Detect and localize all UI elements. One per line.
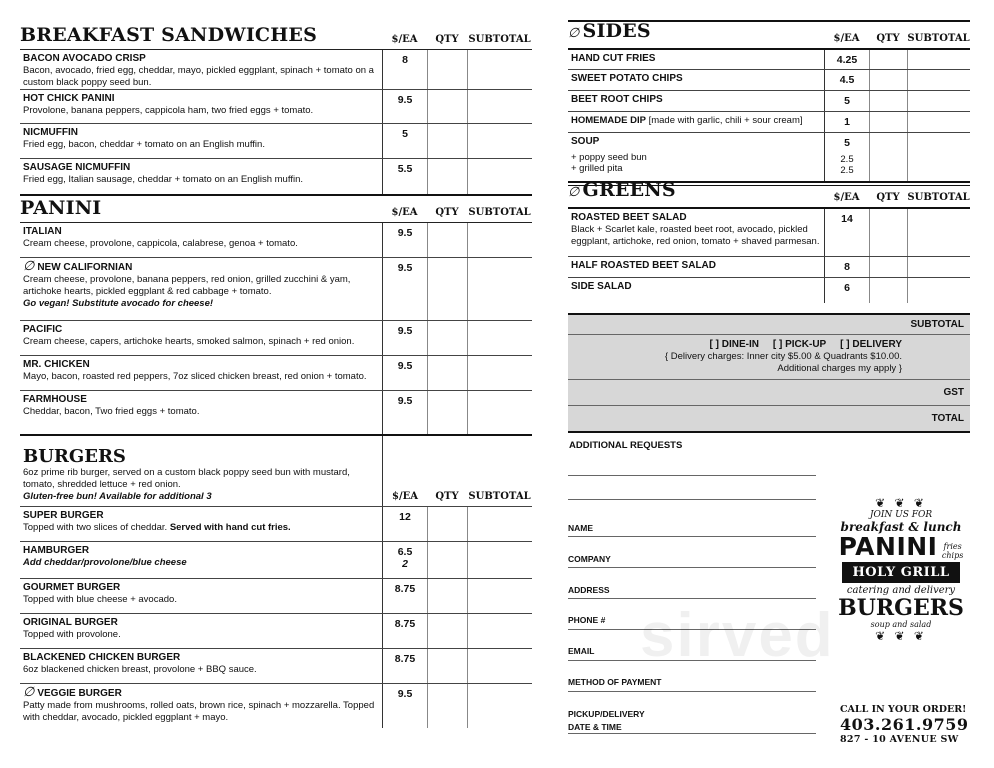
- phone-label: PHONE #: [568, 615, 606, 625]
- subtotal-cell[interactable]: [467, 507, 532, 541]
- burgers-header: [20, 436, 532, 507]
- qty-cell[interactable]: [869, 91, 907, 111]
- item-name: NEW CALIFORNIAN: [37, 262, 133, 273]
- item-price: 5: [382, 124, 427, 158]
- subtotal-cell[interactable]: [467, 614, 532, 648]
- price-col-header: $/EA: [833, 33, 860, 44]
- qty-cell[interactable]: [427, 684, 467, 728]
- qty-cell[interactable]: [427, 223, 467, 257]
- item-price: 9.5: [382, 684, 427, 728]
- qty-cell[interactable]: [869, 50, 907, 69]
- logo-breakfast-lunch: breakfast & lunch: [840, 520, 962, 534]
- leaf-icon: ∅: [23, 685, 35, 700]
- menu-item-blackened-chicken-burger: [20, 649, 532, 684]
- qty-cell[interactable]: [427, 356, 467, 390]
- logo-catering: catering and delivery: [846, 585, 956, 596]
- breakfast-header: [20, 20, 532, 50]
- item-name: HAMBURGER: [23, 545, 90, 556]
- delivery-charges-note: { Delivery charges: Inner city $5.00 & Quadrants $10.00.: [664, 351, 902, 362]
- subtotal-col-header: SUBTOTAL: [907, 192, 970, 203]
- item-desc: Bacon, avocado, fried egg, cheddar, mayo, pickled eggplant, spinach + tomato on a custom black poppy seed bun.: [23, 65, 374, 88]
- item-desc: Black + Scarlet kale, roasted beet root, avocado, pickled eggplant, artichoke, red onion, tomato + shaved parmesan.: [571, 224, 820, 247]
- item-desc: Cream cheese, provolone, cappicola, calabrese, genoa + tomato.: [23, 238, 298, 249]
- watermark: sirved: [640, 601, 835, 670]
- qty-cell[interactable]: [869, 209, 907, 256]
- qty-cell[interactable]: [869, 70, 907, 90]
- subtotal-col-header: SUBTOTAL: [468, 491, 531, 502]
- logo-chips: chips: [941, 550, 964, 560]
- leaf-icon: ∅: [23, 259, 35, 274]
- greens-title: GREENS: [582, 179, 676, 201]
- qty-col-header: QTY: [435, 34, 459, 45]
- subtotal-cell[interactable]: [467, 159, 532, 194]
- delivery-checkbox[interactable]: [ ] DELIVERY: [840, 339, 902, 350]
- item-name: ITALIAN: [23, 226, 62, 237]
- address-label: ADDRESS: [568, 585, 610, 595]
- subtotal-col-header: SUBTOTAL: [468, 207, 531, 218]
- menu-item-soup: [568, 133, 970, 183]
- qty-cell[interactable]: [427, 649, 467, 683]
- qty-cell[interactable]: [427, 391, 467, 434]
- qty-cell[interactable]: [427, 50, 467, 89]
- logo-join-text: JOIN US FOR: [869, 510, 933, 520]
- item-note: Add cheddar/provolone/blue cheese: [23, 557, 187, 568]
- additional-requests-line-1[interactable]: [568, 475, 816, 476]
- item-name: HOT CHICK PANINI: [23, 93, 115, 104]
- item-price: 14: [824, 209, 869, 256]
- menu-item-farmhouse: [20, 391, 532, 436]
- qty-col-header: QTY: [876, 192, 900, 203]
- item-price: 8.75: [382, 614, 427, 648]
- price-col-header: $/EA: [833, 192, 860, 203]
- phone-number[interactable]: 403.261.9759: [840, 715, 969, 734]
- item-price: 12: [382, 507, 427, 541]
- item-price: 8: [824, 257, 869, 277]
- additional-charges-note: Additional charges my apply }: [777, 363, 902, 374]
- item-price: 5.5: [382, 159, 427, 194]
- logo-soup-salad: soup and salad: [870, 620, 932, 629]
- menu-item-mr-chicken: [20, 356, 532, 391]
- item-price: 8: [382, 50, 427, 89]
- name-label: NAME: [568, 523, 594, 533]
- menu-item-beet-root-chips: [568, 91, 970, 112]
- subtotal-cell[interactable]: [467, 321, 532, 355]
- subtotal-cell[interactable]: [467, 542, 532, 578]
- item-price: 4.25: [824, 50, 869, 69]
- order-type-row: [568, 335, 970, 380]
- item-name: ROASTED BEET SALAD: [571, 212, 687, 223]
- laurel-bottom-icon: ❦ ❦ ❦: [875, 629, 927, 643]
- item-desc: Cream cheese, capers, artichoke hearts, smoked salmon, spinach + red onion.: [23, 336, 355, 347]
- item-desc: Provolone, banana peppers, cappicola ham, two fried eggs + tomato.: [23, 105, 314, 116]
- qty-cell[interactable]: [427, 579, 467, 613]
- item-desc-bold: Served with hand cut fries.: [169, 522, 291, 533]
- subtotal-cell[interactable]: [907, 257, 970, 277]
- subtotal-cell[interactable]: [467, 50, 532, 89]
- subtotal-cell[interactable]: [467, 356, 532, 390]
- contact-block: [840, 704, 970, 745]
- total-row[interactable]: TOTAL: [568, 406, 970, 433]
- item-name: GOURMET BURGER: [23, 582, 121, 593]
- left-menu-column: [20, 20, 532, 728]
- item-name: SUPER BURGER: [23, 510, 104, 521]
- item-name: FARMHOUSE: [23, 394, 87, 405]
- subtotal-cell[interactable]: [467, 391, 532, 434]
- logo-panini: PANINI: [838, 532, 938, 561]
- subtotal-row[interactable]: SUBTOTAL: [568, 315, 970, 335]
- right-menu-column: [568, 20, 970, 768]
- menu-item-half-roasted-beet-salad: [568, 257, 970, 278]
- subtotal-col-header: SUBTOTAL: [468, 34, 531, 45]
- item-name: MR. CHICKEN: [23, 359, 90, 370]
- pickup-date-field[interactable]: [568, 733, 816, 734]
- item-desc: Mayo, bacon, roasted red peppers, 7oz sliced chicken breast, red onion + tomato.: [23, 371, 367, 382]
- name-field[interactable]: [568, 536, 816, 537]
- burgers-intro-note: Gluten-free bun! Available for additional 3: [23, 491, 212, 502]
- burgers-title: BURGERS: [23, 446, 126, 467]
- subtotal-cell[interactable]: [467, 649, 532, 683]
- qty-cell[interactable]: [869, 133, 907, 181]
- menu-item-sweet-potato-chips: [568, 70, 970, 91]
- soup-addon-bun-price: 2.5: [840, 154, 854, 165]
- subtotal-cell[interactable]: [907, 70, 970, 90]
- restaurant-logo: [836, 496, 966, 706]
- qty-cell[interactable]: [427, 542, 467, 578]
- item-note: Go vegan! Substitute avocado for cheese!: [23, 298, 214, 309]
- menu-item-side-salad: [568, 278, 970, 303]
- pickup-date-label: PICKUP/DELIVERY DATE & TIME: [568, 709, 645, 732]
- qty-cell[interactable]: [427, 321, 467, 355]
- item-name: SOUP: [571, 136, 600, 147]
- item-price: 5: [824, 91, 869, 111]
- item-price: 6.5: [397, 546, 413, 558]
- leaf-icon: ∅: [568, 26, 580, 41]
- menu-item-hamburger: [20, 542, 532, 579]
- burgers-intro: 6oz prime rib burger, served on a custom black poppy seed bun with mustard, tomato, shredded lettuce + red onion.: [23, 467, 350, 490]
- menu-item-pacific: [20, 321, 532, 356]
- subtotal-cell[interactable]: [907, 133, 970, 181]
- item-desc: 6oz blackened chicken breast, provolone + BBQ sauce.: [23, 664, 257, 675]
- panini-title: PANINI: [20, 197, 102, 219]
- subtotal-cell[interactable]: [467, 579, 532, 613]
- breakfast-title: BREAKFAST SANDWICHES: [20, 24, 317, 46]
- menu-item-original-burger: [20, 614, 532, 649]
- qty-col-header: QTY: [876, 33, 900, 44]
- logo-burgers: BURGERS: [838, 595, 964, 621]
- item-desc: Cream cheese, provolone, banana peppers, red onion, grilled zucchini & yam, artichoke hearts, pickled eggplant & red cabbage + tomato.: [23, 274, 351, 297]
- qty-cell[interactable]: [869, 257, 907, 277]
- menu-item-gourmet-burger: [20, 579, 532, 614]
- item-name: ORIGINAL BURGER: [23, 617, 118, 628]
- street-address: 827 - 10 AVENUE SW: [840, 734, 959, 745]
- item-price: 6: [824, 278, 869, 303]
- menu-item-homemade-dip: [568, 112, 970, 133]
- qty-cell[interactable]: [427, 258, 467, 320]
- item-name: SAUSAGE NICMUFFIN: [23, 162, 131, 173]
- qty-cell[interactable]: [427, 159, 467, 194]
- item-price: 8.75: [382, 649, 427, 683]
- menu-item-sausage-nicmuffin: [20, 159, 532, 196]
- qty-col-header: QTY: [435, 207, 459, 218]
- item-desc: Fried egg, Italian sausage, cheddar + tomato on an English muffin.: [23, 174, 303, 185]
- qty-cell[interactable]: [869, 278, 907, 303]
- leaf-icon: ∅: [568, 185, 580, 200]
- item-desc: Topped with blue cheese + avocado.: [23, 594, 177, 605]
- item-name: SIDE SALAD: [571, 281, 632, 292]
- logo-holy-grill-banner: HOLY GRILL: [842, 562, 960, 583]
- item-name: VEGGIE BURGER: [37, 688, 122, 699]
- item-name: HALF ROASTED BEET SALAD: [571, 260, 716, 271]
- qty-col-header: QTY: [435, 491, 459, 502]
- payment-label: METHOD OF PAYMENT: [568, 677, 662, 687]
- item-price: 9.5: [382, 258, 427, 320]
- subtotal-cell[interactable]: [467, 124, 532, 158]
- item-price: 9.5: [382, 223, 427, 257]
- qty-cell[interactable]: [427, 124, 467, 158]
- item-price: 9.5: [382, 391, 427, 434]
- menu-item-roasted-beet-salad: [568, 209, 970, 257]
- company-label: COMPANY: [568, 554, 611, 564]
- qty-cell[interactable]: [427, 507, 467, 541]
- order-totals-box: [568, 313, 970, 433]
- item-name: PACIFIC: [23, 324, 63, 335]
- menu-item-nicmuffin: [20, 124, 532, 159]
- item-name: BACON AVOCADO CRISP: [23, 53, 146, 64]
- email-field[interactable]: [568, 660, 816, 661]
- subtotal-cell[interactable]: [467, 684, 532, 728]
- payment-field[interactable]: [568, 691, 816, 692]
- item-desc: Topped with two slices of cheddar.: [23, 522, 168, 533]
- pick-up-checkbox[interactable]: [ ] PICK-UP: [772, 339, 827, 350]
- price-col-header: $/EA: [382, 436, 427, 506]
- subtotal-cell[interactable]: [467, 223, 532, 257]
- dine-in-checkbox[interactable]: [ ] DINE-IN: [709, 339, 759, 350]
- sides-title: SIDES: [582, 20, 651, 42]
- gst-row[interactable]: GST: [568, 380, 970, 406]
- item-name: SWEET POTATO CHIPS: [571, 73, 683, 84]
- item-name: HOMEMADE DIP: [571, 115, 646, 126]
- additional-requests-label: ADDITIONAL REQUESTS: [569, 440, 683, 451]
- soup-addon-pita: + grilled pita: [571, 163, 623, 174]
- item-name: BEET ROOT CHIPS: [571, 94, 663, 105]
- soup-addon-bun: + poppy seed bun: [571, 152, 647, 163]
- subtotal-cell[interactable]: [907, 278, 970, 303]
- item-desc: Patty made from mushrooms, rolled oats, brown rice, spinach + mozzarella. Topped with cheddar, avocado, pickled eggplant + mayo.: [23, 700, 375, 723]
- subtotal-cell[interactable]: [907, 91, 970, 111]
- menu-item-italian: [20, 223, 532, 258]
- menu-item-veggie-burger: [20, 684, 532, 728]
- item-name: HAND CUT FRIES: [571, 53, 656, 64]
- item-addon-price: 2: [402, 558, 408, 570]
- item-price: 9.5: [382, 321, 427, 355]
- item-name: NICMUFFIN: [23, 127, 78, 138]
- subtotal-cell[interactable]: [907, 112, 970, 132]
- laurel-top-icon: ❦ ❦ ❦: [875, 496, 927, 510]
- address-field[interactable]: [568, 598, 816, 599]
- panini-header: [20, 196, 532, 223]
- item-desc: Topped with provolone.: [23, 629, 121, 640]
- menu-item-new-californian: [20, 258, 532, 321]
- price-col-header: $/EA: [391, 34, 418, 45]
- item-price: 1: [824, 112, 869, 132]
- greens-header: [568, 179, 970, 209]
- qty-cell[interactable]: [869, 112, 907, 132]
- item-desc: [made with garlic, chili + sour cream]: [648, 115, 803, 126]
- qty-cell[interactable]: [427, 90, 467, 123]
- sides-header: [568, 20, 970, 50]
- phone-field[interactable]: [568, 629, 816, 630]
- item-price: 8.75: [382, 579, 427, 613]
- item-price: 5: [844, 137, 850, 149]
- soup-addon-pita-price: 2.5: [840, 165, 854, 176]
- email-label: EMAIL: [568, 646, 595, 656]
- subtotal-cell[interactable]: [467, 90, 532, 123]
- menu-item-bacon-avocado-crisp: [20, 50, 532, 90]
- additional-requests-line-2[interactable]: [568, 499, 816, 500]
- subtotal-cell[interactable]: [907, 209, 970, 256]
- price-col-header: $/EA: [391, 207, 418, 218]
- item-price: 9.5: [382, 90, 427, 123]
- logo-fries: fries: [943, 541, 962, 551]
- menu-item-super-burger: [20, 507, 532, 542]
- item-desc: Fried egg, bacon, cheddar + tomato on an English muffin.: [23, 139, 265, 150]
- item-price: 9.5: [382, 356, 427, 390]
- subtotal-col-header: SUBTOTAL: [907, 33, 970, 44]
- menu-item-hot-chick-panini: [20, 90, 532, 124]
- company-field[interactable]: [568, 567, 816, 568]
- item-desc: Cheddar, bacon, Two fried eggs + tomato.: [23, 406, 200, 417]
- subtotal-cell[interactable]: [467, 258, 532, 320]
- subtotal-cell[interactable]: [907, 50, 970, 69]
- item-name: BLACKENED CHICKEN BURGER: [23, 652, 181, 663]
- menu-item-hand-cut-fries: [568, 50, 970, 70]
- qty-cell[interactable]: [427, 614, 467, 648]
- call-in-text: CALL IN YOUR ORDER!: [840, 704, 967, 715]
- item-price: 4.5: [824, 70, 869, 90]
